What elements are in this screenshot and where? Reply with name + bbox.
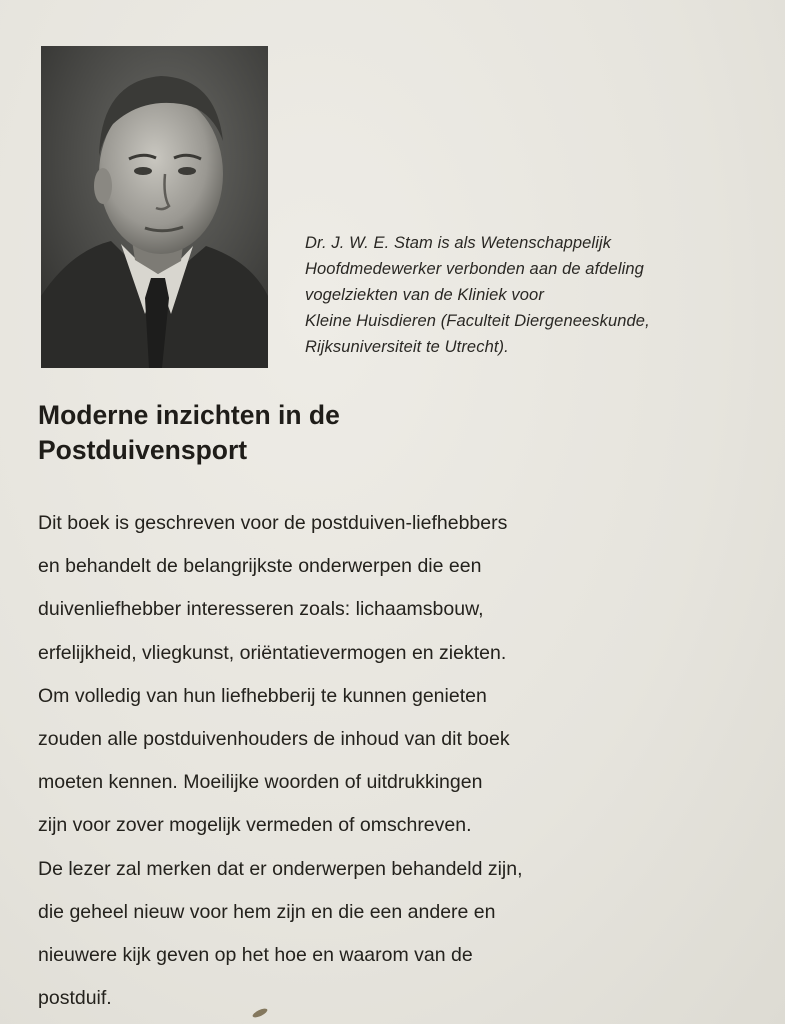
- description-line: zijn voor zover mogelijk vermeden of omschreven.: [38, 814, 472, 837]
- caption-line: vogelziekten van de Kliniek voor: [305, 286, 544, 304]
- title-line: Postduivensport: [38, 435, 248, 465]
- author-portrait-photo: [41, 46, 268, 368]
- portrait-illustration: [41, 46, 268, 368]
- description-line: Dit boek is geschreven voor de postduiven-liefhebbers: [38, 512, 508, 534]
- description-line: en behandelt de belangrijkste onderwerpen die een: [38, 555, 482, 578]
- description-line: erfelijkheid, vliegkunst, oriëntatievermogen en ziekten.: [38, 641, 507, 664]
- caption-line: Kleine Huisdieren (Faculteit Diergeneeskunde,: [305, 312, 650, 330]
- description-line: Om volledig van hun liefhebberij te kunnen genieten: [38, 684, 487, 707]
- description-line: zouden alle postduivenhouders de inhoud van dit boek: [38, 728, 510, 751]
- book-title: [38, 398, 638, 468]
- description-line: die geheel nieuw voor hem zijn en die een andere en: [38, 900, 496, 923]
- description-line: moeten kennen. Moeilijke woorden of uitdrukkingen: [38, 771, 483, 794]
- description-line: nieuwere kijk geven op het hoe en waarom van de: [38, 944, 473, 967]
- description-line: duivenliefhebber interesseren zoals: lichaamsbouw,: [38, 598, 484, 621]
- description-line: De lezer zal merken dat er onderwerpen behandeld zijn,: [38, 857, 523, 880]
- caption-line: Hoofdmedewerker verbonden aan de afdeling: [305, 260, 644, 278]
- author-caption: [305, 230, 775, 360]
- caption-line: Rijksuniversiteit te Utrecht).: [305, 338, 509, 356]
- book-description: [38, 502, 658, 1020]
- caption-line: Dr. J. W. E. Stam is als Wetenschappelijk: [305, 234, 612, 252]
- title-line: Moderne inzichten in de: [38, 400, 340, 430]
- description-line: postduif.: [38, 987, 112, 1010]
